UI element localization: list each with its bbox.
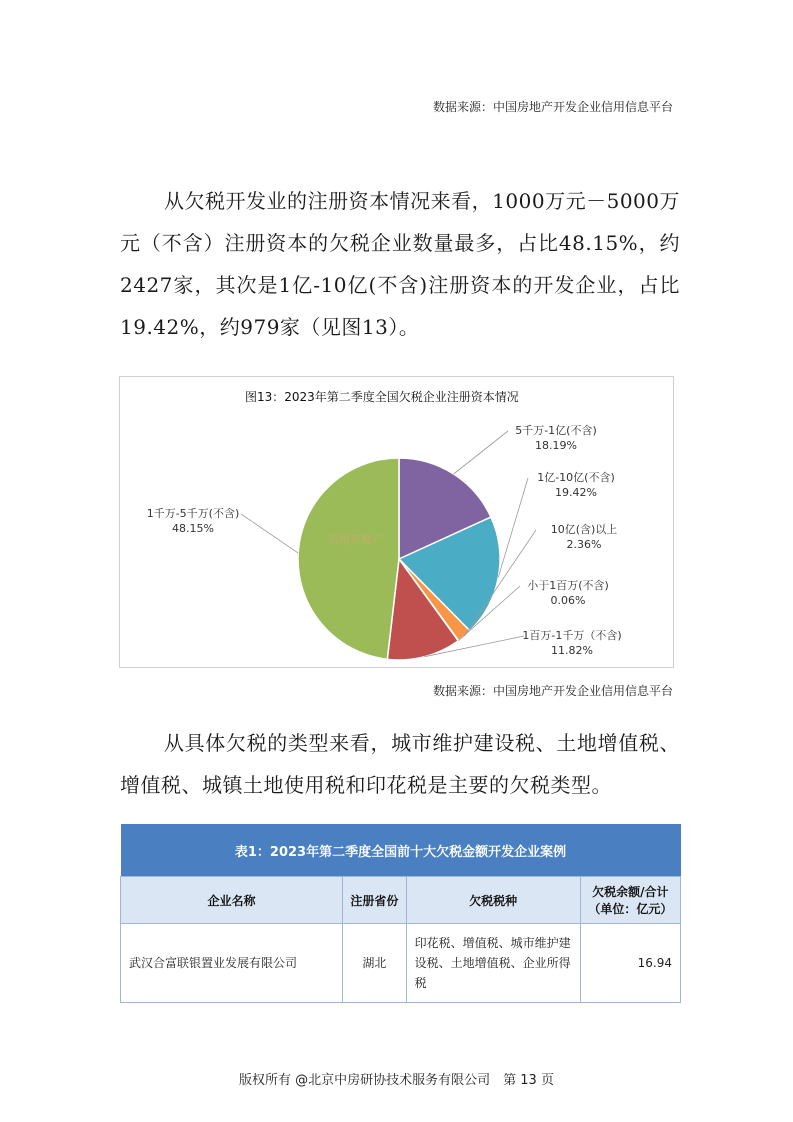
slice-label: 1百万-1千万（不含) [522,629,622,642]
leader-line [241,514,298,553]
col-taxes: 欠税税种 [406,877,580,924]
cell-amount: 16.94 [580,924,680,1003]
table-row [121,924,681,1003]
col-company: 企业名称 [121,877,343,924]
pie-chart-figure [119,376,674,668]
slice-label: 1亿-10亿(不含) [537,471,615,484]
slice-label: 小于1百万(不含) [527,579,609,592]
col-amount-line1: 欠税余额/合计 [592,885,669,899]
chart-watermark: 信用房地产 [328,533,383,546]
table-title: 表1：2023年第二季度全国前十大欠税金额开发企业案例 [121,824,681,877]
leader-line [454,431,508,474]
col-province: 注册省份 [343,877,407,924]
chart-title: 图13：2023年第二季度全国欠税企业注册资本情况 [245,390,519,404]
source-note-chart: 数据来源：中国房地产开发企业信用信息平台 [432,684,673,698]
leader-line [498,478,528,577]
paragraph-capital: 从欠税开发业的注册资本情况来看，1000万元－5000万元（不含）注册资本的欠税企业数量最多，占比48.15%，约2427家，其次是1亿-10亿(不含)注册资本的开发企业，占比19.42%，约979家（见图13）。 [120,189,680,339]
slice-percent: 19.42% [555,486,597,499]
slice-label: 5千万-1亿(不含) [515,424,597,437]
slice-label: 1千万-5千万(不含) [146,507,240,520]
paragraph-tax-types: 从具体欠税的类型来看，城市维护建设税、土地增值税、增值税、城镇土地使用税和印花税是主要的欠税类型。 [120,731,680,797]
source-note-top: 数据来源：中国房地产开发企业信用信息平台 [432,100,673,114]
slice-percent: 18.19% [535,439,577,452]
slice-percent: 11.82% [551,644,593,657]
slice-label: 10亿(含)以上 [550,523,618,536]
pie-chart [120,377,675,669]
slice-percent: 0.06% [550,594,586,607]
col-amount [580,877,680,924]
cell-province: 湖北 [343,924,407,1003]
page-footer: 版权所有 @北京中房研协技术服务有限公司 第 13 页 [239,1073,554,1088]
cell-taxes: 印花税、增值税、城市维护建设税、土地增值税、企业所得税 [406,924,580,1003]
pie-slice [298,458,399,659]
slice-percent: 2.36% [566,538,602,551]
slice-percent: 48.15% [172,522,214,535]
cell-company: 武汉合富联银置业发展有限公司 [121,924,343,1003]
tax-table [120,824,681,1003]
col-amount-line2: （单位：亿元） [588,902,673,916]
